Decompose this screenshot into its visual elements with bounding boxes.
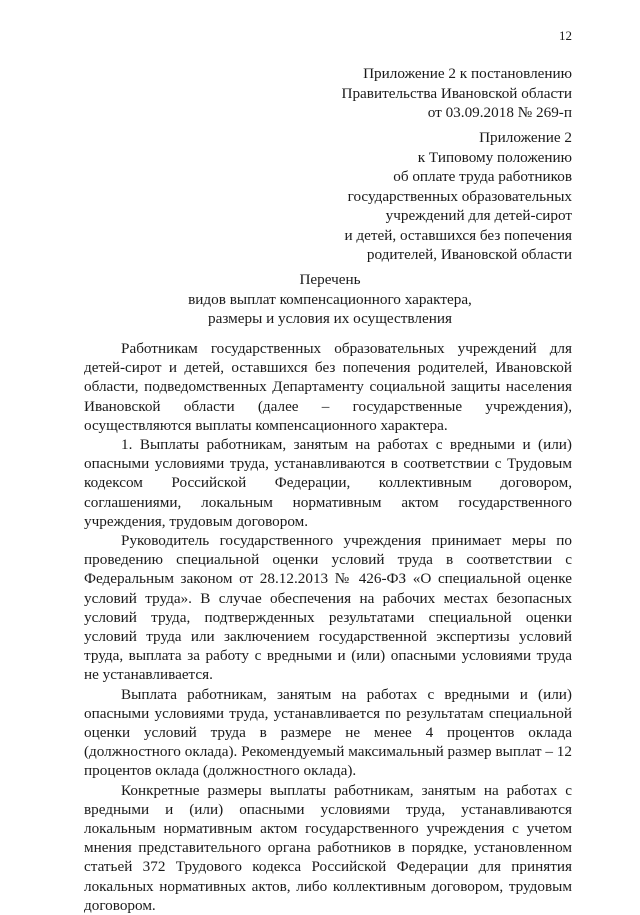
appendix-decree-line: Приложение 2 к постановлению [363,65,572,82]
appendix-decree-line: Правительства Ивановской области [341,84,572,102]
appendix-decree-header [300,64,572,123]
title-line: размеры и условия их осуществления [208,310,452,327]
appendix-standard-line: государственных образовательных [347,187,572,205]
appendix-standard-line: и детей, оставшихся без попечения [344,226,572,244]
document-body [84,339,572,915]
body-paragraph: Работникам государственных образовательных учреждений для детей-сирот и детей, оставшихся без попечения родителей, Ивановской области, подведомственных Департаменту социальной защиты населения Ивановской области (далее – государственные учреждения), осуществляются выплаты компенсационного характера. [84,340,572,434]
body-paragraph: Конкретные размеры выплаты работникам, занятым на работах с вредными и (или) опасными условиями труда, устанавливаются локальным нормативным актом государственного учреждения с учетом мнения представительного органа работников в порядке, установленном статьей 372 Трудового кодекса Российской Федерации для принятия локальных нормативных актов, либо коллективным договором, трудовым договором. [84,781,572,914]
appendix-standard-line: об оплате труда работников [393,168,572,185]
page-number: 12 [559,28,572,43]
title-line: Перечень [299,271,361,288]
appendix-standard-line: к Типовому положению [417,148,572,166]
document-title [80,270,580,329]
body-paragraph: Руководитель государственного учреждения принимает меры по проведению специальной оценки условий труда в соответствии с Федеральным законом от 28.12.2013 № 426-ФЗ «О специальной оценке условий труда». В случае обеспечения на рабочих местах безопасных условий труда, подтвержденных результатами специальной оценки условий труда или заключением государственной экспертизы условий труда, выплата за работу с вредными и (или) опасными условиями труда не устанавливается. [84,532,572,684]
title-line: видов выплат компенсационного характера, [188,290,472,308]
body-paragraph: 1. Выплаты работникам, занятым на работах с вредными и (или) опасными условиями труда, устанавливаются в соответствии с Трудовым кодексом Российской Федерации, коллективным договором, соглашениями, локальным нормативным актом государственного учреждения, трудовым договором. [84,436,572,530]
appendix-standard-header [300,128,572,265]
appendix-standard-line: Приложение 2 [479,129,572,146]
appendix-standard-line: учреждений для детей-сирот [385,207,572,224]
body-paragraph: Выплата работникам, занятым на работах с вредными и (или) опасными условиями труда, устанавливается по результатам специальной оценки условий труда в размере не менее 4 процентов оклада (должностного оклада). Рекомендуемый максимальный размер выплат – 12 процентов оклада (должностного оклада). [84,685,572,780]
appendix-decree-line: от 03.09.2018 № 269-п [427,104,572,121]
appendix-standard-line: родителей, Ивановской области [366,246,572,263]
